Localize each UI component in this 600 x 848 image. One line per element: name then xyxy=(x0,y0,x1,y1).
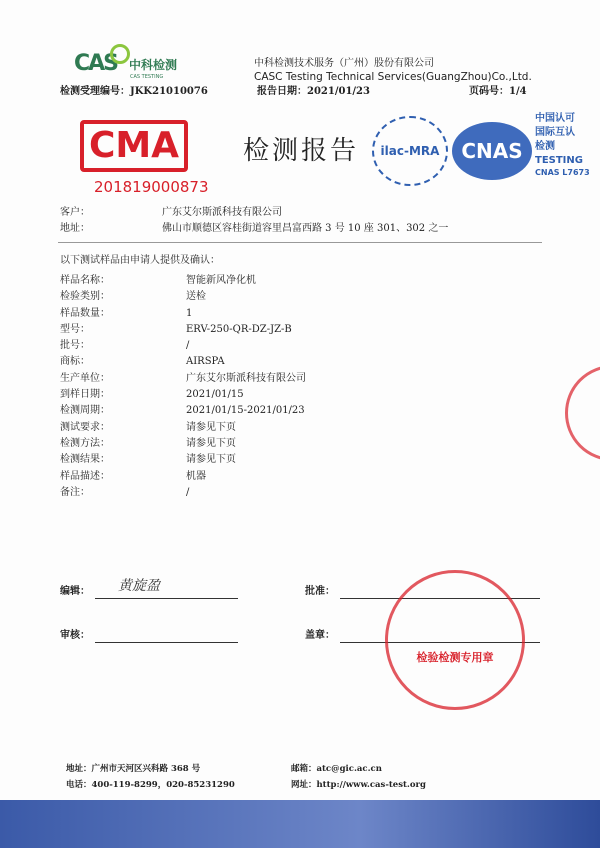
reviewer-line xyxy=(95,642,238,643)
page-number xyxy=(469,86,527,98)
field-label: 检验类别： xyxy=(60,291,110,303)
logo-en: CAS TESTING xyxy=(130,74,164,80)
sample-fields xyxy=(60,274,550,502)
editor-label: 编辑： xyxy=(60,586,90,597)
field-row xyxy=(60,274,550,290)
cma-logo xyxy=(80,120,188,172)
field-label: 型号： xyxy=(60,323,90,335)
field-label: 生产单位： xyxy=(60,372,110,384)
footer-address: 地址：广州市天河区兴科路 368 号 xyxy=(66,764,201,774)
field-label: 到样日期： xyxy=(60,389,110,401)
reviewer-label: 审核： xyxy=(60,630,90,641)
cnas-logo xyxy=(452,122,532,180)
divider xyxy=(58,242,542,243)
field-label: 商标： xyxy=(60,356,90,368)
field-row xyxy=(60,372,550,388)
field-row xyxy=(60,307,550,323)
field-value: 送检 xyxy=(186,291,206,303)
field-label: 样品描述： xyxy=(60,470,110,482)
field-value: AIRSPA xyxy=(186,356,225,368)
ilac-text: ilac-MRA xyxy=(380,144,440,158)
field-label: 测试要求： xyxy=(60,421,110,433)
cnas-code: CNAS L7673 xyxy=(535,168,590,177)
field-value: ERV-250-QR-DZ-JZ-B xyxy=(186,323,292,335)
accept-no-label: 检测受理编号： xyxy=(60,86,130,97)
footer-email: 邮箱：atc@gic.ac.cn xyxy=(291,764,382,774)
field-value: 智能新风净化机 xyxy=(186,275,256,286)
intro-text: 以下测试样品由申请人提供及确认： xyxy=(60,255,220,266)
client-label: 客户： xyxy=(60,207,90,218)
field-value: 请参见下页 xyxy=(186,437,236,449)
field-row xyxy=(60,486,550,502)
field-row xyxy=(60,290,550,306)
field-label: 备注： xyxy=(60,486,90,498)
company-en: CASC Testing Technical Services(GuangZhou)Co.,Ltd. xyxy=(254,71,532,83)
company-cn: 中科检测技术服务（广州）股份有限公司 xyxy=(254,58,434,69)
field-row xyxy=(60,355,550,371)
field-label: 检测结果： xyxy=(60,454,110,466)
editor-line xyxy=(95,598,238,599)
cnas-en: TESTING xyxy=(535,155,583,166)
cma-text: CMA xyxy=(88,125,180,166)
field-value: 机器 xyxy=(186,470,206,482)
cma-number: 201819000873 xyxy=(94,178,209,196)
accept-no-value: JKK21010076 xyxy=(130,86,208,97)
cas-logo xyxy=(74,52,117,77)
cnas-cn3: 检测 xyxy=(535,141,555,152)
cnas-cn1: 中国认可 xyxy=(535,113,575,124)
accept-no xyxy=(60,86,208,98)
official-stamp xyxy=(385,570,525,710)
field-value: 请参见下页 xyxy=(186,454,236,466)
field-row xyxy=(60,404,550,420)
field-label: 批号： xyxy=(60,340,90,352)
ilac-mra-logo xyxy=(372,116,448,186)
field-row xyxy=(60,421,550,437)
client-block xyxy=(60,206,550,238)
footer-website[interactable]: 网址：http://www.cas-test.org xyxy=(291,780,426,790)
report-date xyxy=(257,86,370,98)
field-value: 2021/01/15 xyxy=(186,389,244,401)
field-row xyxy=(60,437,550,453)
address-row xyxy=(60,222,550,238)
client-value: 广东艾尔斯派科技有限公司 xyxy=(162,207,282,218)
field-value: / xyxy=(186,340,190,352)
field-row xyxy=(60,339,550,355)
cas-logo-mark: CAS xyxy=(74,51,118,76)
seal-label: 盖章： xyxy=(305,630,335,641)
editor-signature: 黄旋盈 xyxy=(118,578,160,594)
cnas-info xyxy=(535,112,590,178)
field-label: 样品名称： xyxy=(60,275,110,286)
approver-label: 批准： xyxy=(305,586,335,597)
partial-stamp xyxy=(565,365,600,461)
cnas-cn2: 国际互认 xyxy=(535,127,575,138)
page-value: 1/4 xyxy=(509,86,527,97)
cnas-text: CNAS xyxy=(461,139,523,163)
date-value: 2021/01/23 xyxy=(307,86,370,97)
field-value: / xyxy=(186,486,190,498)
field-label: 检测周期： xyxy=(60,405,110,417)
field-row xyxy=(60,388,550,404)
address-value: 佛山市顺德区容桂街道容里昌富西路 3 号 10 座 301、302 之一 xyxy=(162,223,449,234)
field-value: 1 xyxy=(186,307,193,319)
field-label: 样品数量： xyxy=(60,307,110,319)
field-value: 2021/01/15-2021/01/23 xyxy=(186,405,305,417)
footer-band xyxy=(0,800,600,848)
address-label: 地址： xyxy=(60,223,90,234)
magnifier-icon xyxy=(110,44,130,64)
field-row xyxy=(60,470,550,486)
logo-cn: 中科检测 xyxy=(129,58,178,72)
client-row xyxy=(60,206,550,222)
field-row xyxy=(60,323,550,339)
field-value: 请参见下页 xyxy=(186,421,236,433)
report-title: 检测报告 xyxy=(243,136,360,166)
field-value: 广东艾尔斯派科技有限公司 xyxy=(186,372,306,384)
field-row xyxy=(60,453,550,469)
page-label: 页码号： xyxy=(469,86,509,97)
stamp-text: 检验检测专用章 xyxy=(416,651,494,664)
date-label: 报告日期： xyxy=(257,86,307,97)
footer-phone: 电话：400-119-8299，020-85231290 xyxy=(66,780,235,790)
field-label: 检测方法： xyxy=(60,437,110,449)
